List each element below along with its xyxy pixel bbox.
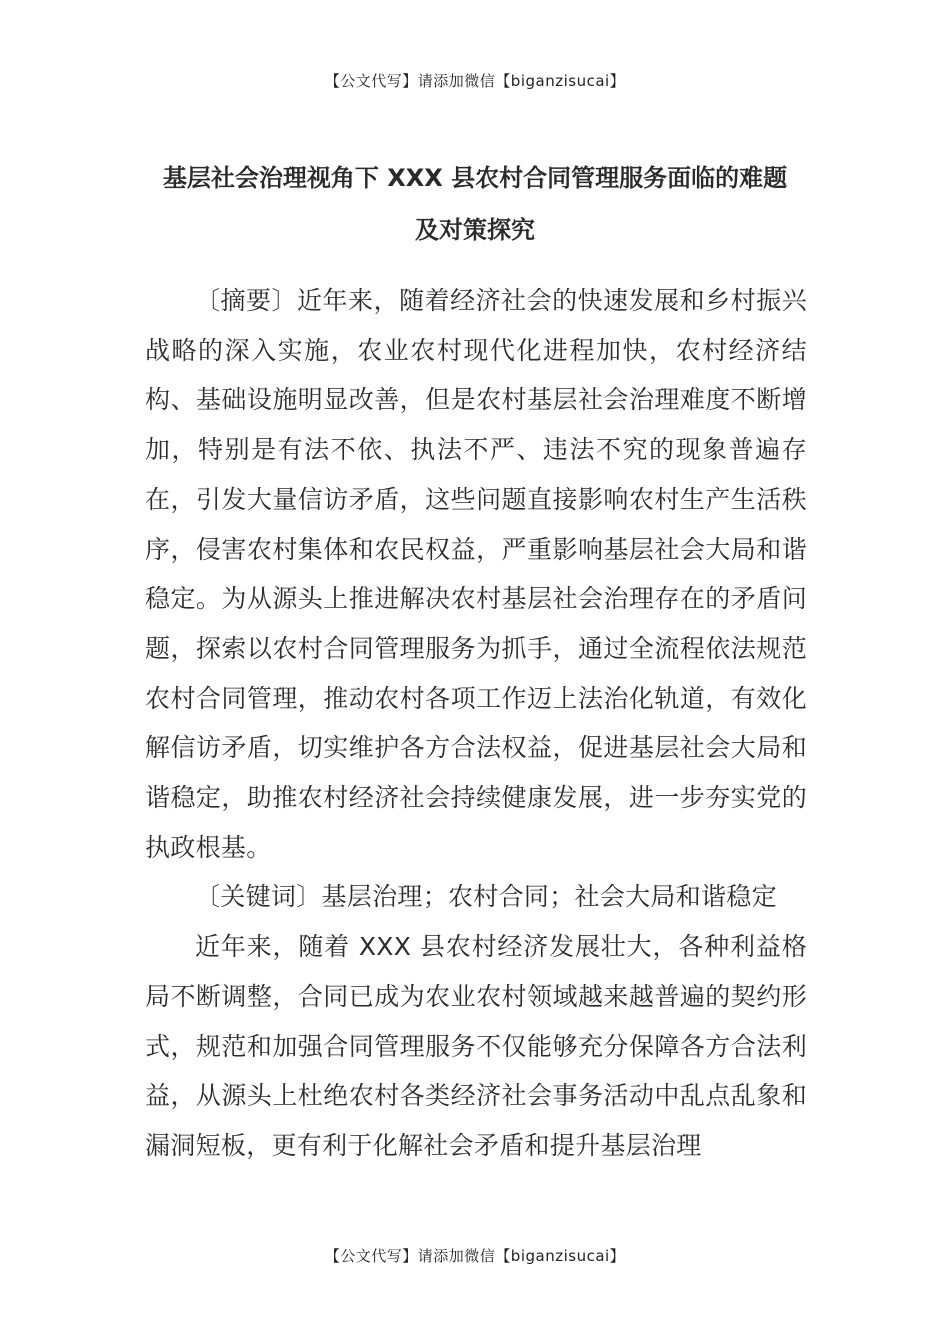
header-note: 【公文代写】请添加微信【biganzisucai】	[324, 72, 626, 90]
footer-note: 【公文代写】请添加微信【biganzisucai】	[324, 1247, 626, 1265]
keywords-paragraph: 〔关键词〕基层治理；农村合同；社会大局和谐稳定	[195, 882, 777, 912]
abstract-paragraph: 〔摘要〕近年来，随着经济社会的快速发展和乡村振兴战略的深入实施，农业农村现代化进程加快，农村经济结构、基础设施明显改善，但是农村基层社会治理难度不断增加，特别是有法不依、执法不严、违法不究的现象普遍存在，引发大量信访矛盾，这些问题直接影响农村生产生活秩序，侵害农村集体和农民权益，严重影响基层社会大局和谐稳定。为从源头上推进解决农村基层社会治理存在的矛盾问题，探索以农村合同管理服务为抓手，通过全流程依法规范农村合同管理，推动农村各项工作迈上法治化轨道，有效化解信访矛盾，切实维护各方合法权益，促进基层社会大局和谐稳定，助推农村经济社会持续健康发展，进一步夯实党的执政根基。	[145, 286, 807, 862]
title-line-2: 及对策探究	[415, 216, 535, 244]
body-paragraph: 近年来，随着 XXX 县农村经济发展壮大，各种利益格局不断调整，合同已成为农业农村领域越来越普遍的契约形式，规范和加强合同管理服务不仅能够充分保障各方合法利益，从源头上杜绝农村各类经济社会事务活动中乱点乱象和漏洞短板，更有利于化解社会矛盾和提升基层治理	[145, 932, 807, 1160]
document-title	[120, 152, 830, 256]
title-line-1: 基层社会治理视角下 XXX 县农村合同管理服务面临的难题	[162, 164, 788, 192]
document-body	[145, 276, 807, 1171]
